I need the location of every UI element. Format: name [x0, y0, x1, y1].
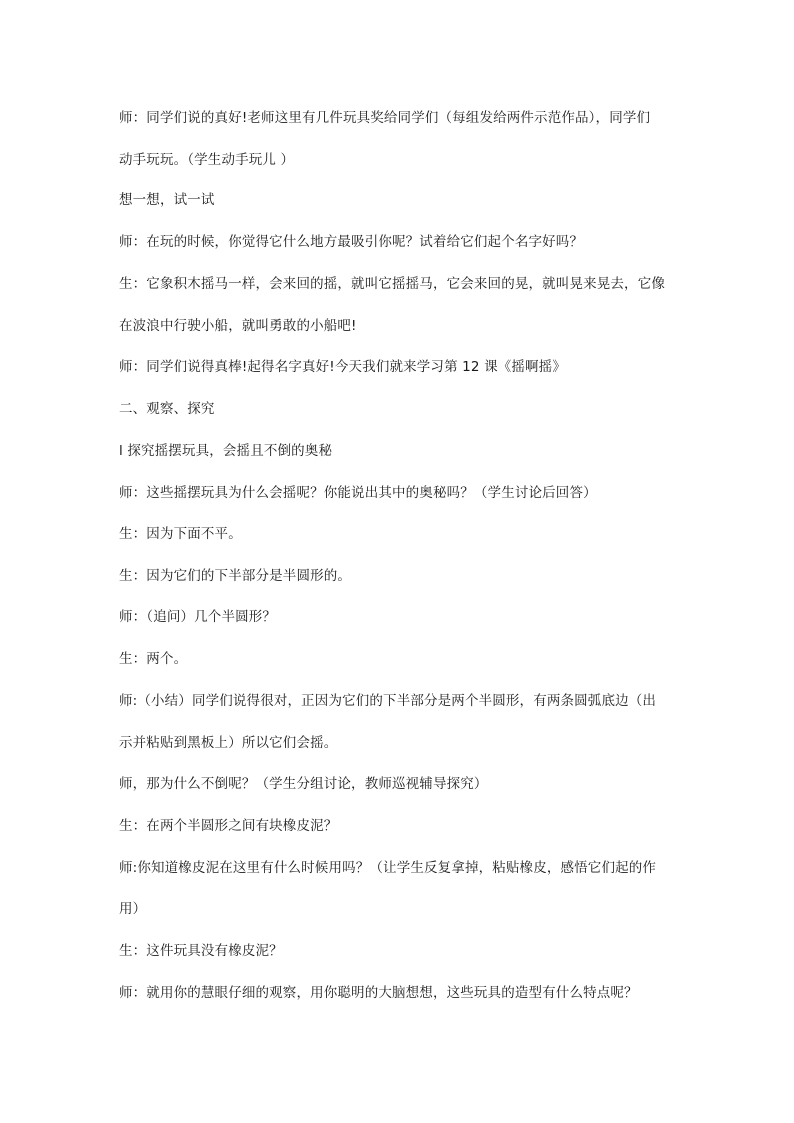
text-line: 师：就用你的慧眼仔细的观察，用你聪明的大脑想想，这些玩具的造型有什么特点呢？ — [119, 985, 638, 1001]
section-subheading: 想一想，试一试 — [119, 192, 215, 208]
text-line: 师：这些摇摆玩具为什么会摇呢？你能说出其中的奥秘吗？（学生讨论后回答） — [119, 485, 597, 501]
section-subheading: l 探究摇摆玩具，会摇且不倒的奥秘 — [119, 443, 333, 459]
text-line: 师:你知道橡皮泥在这里有什么时候用吗？（让学生反复拿掉，粘贴橡皮，感悟它们起的作 — [119, 860, 657, 876]
text-line: 动手玩玩。（学生动手玩儿 ） — [119, 152, 295, 168]
text-line: 生：这件玩具没有橡皮泥？ — [119, 943, 283, 959]
text-line: 师：同学们说的真好!老师这里有几件玩具奖给同学们（每组发给两件示范作品），同学们 — [119, 110, 651, 126]
text-line: 示并粘贴到黑板上）所以它们会摇。 — [119, 735, 338, 751]
text-line: 生：两个。 — [119, 651, 188, 667]
text-line: 生：在两个半圆形之间有块橡皮泥？ — [119, 818, 338, 834]
text-line: 师:（小结）同学们说得很对，正因为它们的下半部分是两个半圆形，有两条圆弧底边（出 — [119, 693, 657, 709]
text-line: 生：因为下面不平。 — [119, 526, 242, 542]
text-line: 师：在玩的时候，你觉得它什么地方最吸引你呢？试着给它们起个名字好吗？ — [119, 234, 584, 250]
text-line: 师：（追问）几个半圆形？ — [119, 609, 277, 625]
text-line: 用） — [119, 901, 147, 917]
section-heading: 二、观察、探究 — [119, 401, 215, 417]
text-line: 在波浪中行驶小船，就叫勇敢的小船吧! — [119, 318, 357, 334]
text-line: 生：因为它们的下半部分是半圆形的。 — [119, 568, 352, 584]
text-line: 师：同学们说得真棒!起得名字真好!今天我们就来学习第 12 课《摇啊摇》 — [119, 359, 566, 375]
text-line: 师，那为什么不倒呢？（学生分组讨论，教师巡视辅导探究） — [119, 776, 488, 792]
text-line: 生：它象积木摇马一样，会来回的摇，就叫它摇摇马，它会来回的晃，就叫晃来晃去，它像 — [119, 276, 665, 292]
